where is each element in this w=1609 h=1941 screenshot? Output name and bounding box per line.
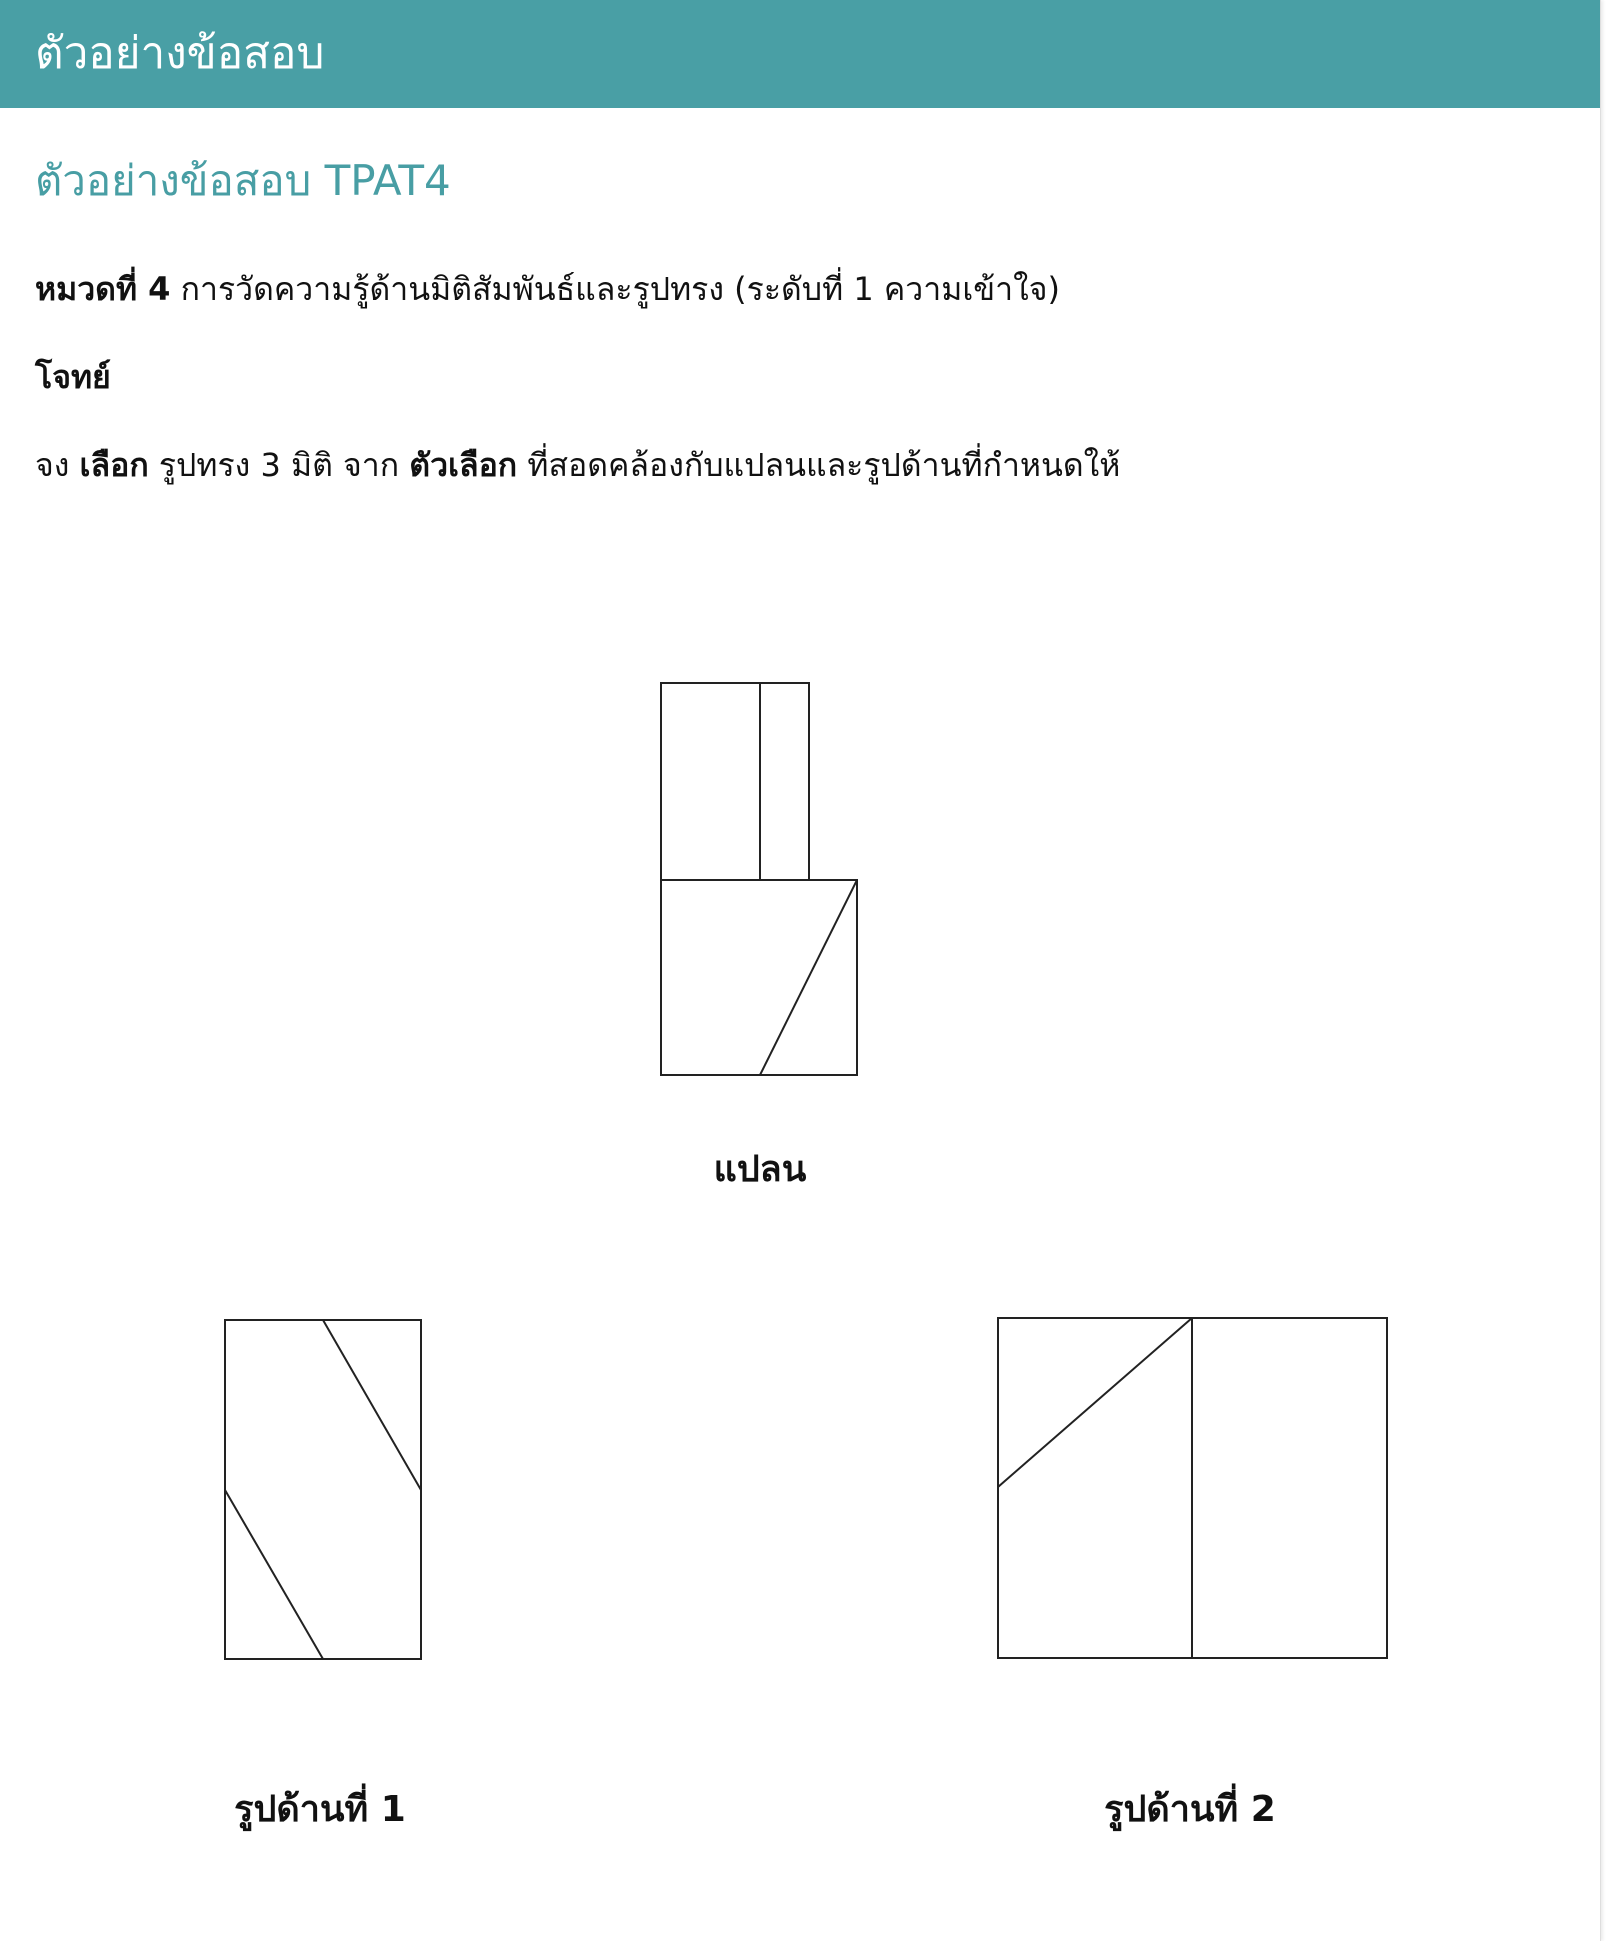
problem-label: โจทย์ <box>35 358 111 396</box>
instruction-part1: จง <box>35 446 80 484</box>
instruction-line <box>35 446 1120 484</box>
side-view-1-label: รูปด้านที่ 1 <box>234 1789 406 1830</box>
side2-outline <box>998 1318 1387 1658</box>
side-view-1-drawing <box>225 1320 421 1659</box>
instruction-part2: รูปทรง 3 มิติ จาก <box>148 446 410 484</box>
category-prefix: หมวดที่ 4 <box>35 270 171 308</box>
side-view-2-label: รูปด้านที่ 2 <box>1104 1789 1276 1830</box>
header-bar <box>0 0 1600 108</box>
side-view-2-drawing <box>998 1318 1387 1658</box>
plan-bottom-rect <box>661 880 857 1075</box>
side1-diagonal-top <box>323 1320 421 1490</box>
category-text: การวัดความรู้ด้านมิติสัมพันธ์และรูปทรง (ระดับที่ 1 ความเข้าใจ) <box>170 270 1060 308</box>
plan-drawing <box>661 683 857 1075</box>
category-line <box>35 270 1060 308</box>
header-title: ตัวอย่างข้อสอบ <box>35 28 325 79</box>
instruction-bold1: เลือก <box>79 446 149 484</box>
plan-top-left-rect <box>661 683 809 880</box>
side1-diagonal-bottom <box>225 1490 323 1659</box>
plan-diagonal <box>760 880 857 1075</box>
instruction-part3: ที่สอดคล้องกับแปลนและรูปด้านที่กำหนดให้ <box>517 446 1121 484</box>
side2-diagonal <box>998 1318 1192 1487</box>
section-title: ตัวอย่างข้อสอบ TPAT4 <box>35 156 451 205</box>
plan-top-right-rect <box>760 683 809 880</box>
instruction-bold2: ตัวเลือก <box>409 446 518 484</box>
side1-outline <box>225 1320 421 1659</box>
plan-label: แปลน <box>713 1149 807 1190</box>
